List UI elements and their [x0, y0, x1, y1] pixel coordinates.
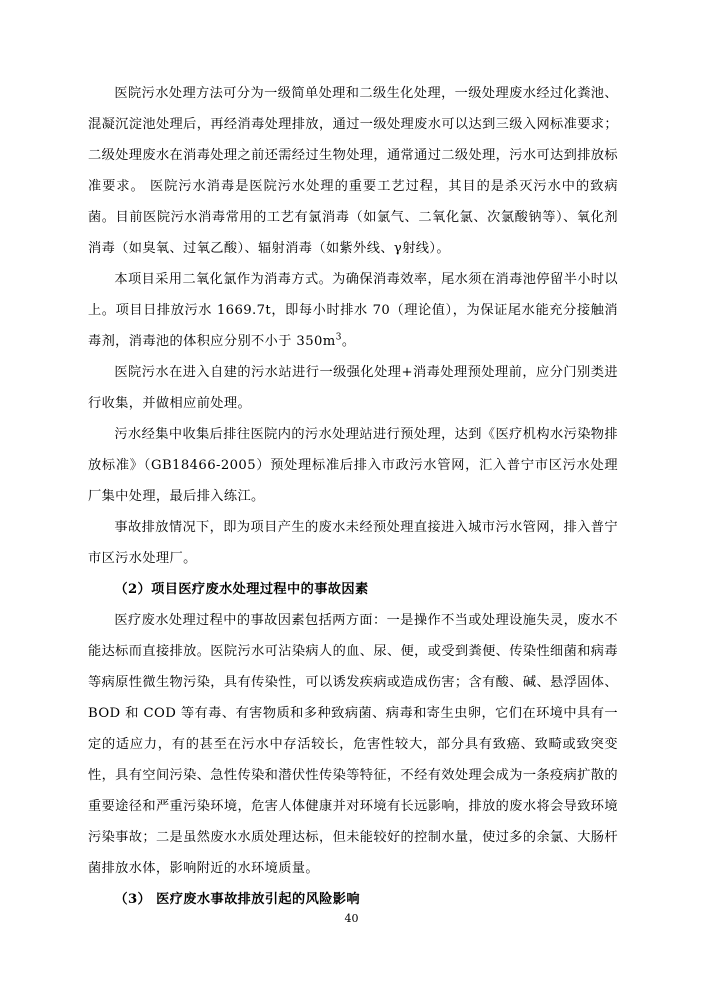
paragraph-3: 医院污水在进入自建的污水站进行一级强化处理+消毒处理预处理前，应分门别类进行收集，并做相应前处理。	[88, 365, 618, 411]
paragraph-6: 医疗废水处理过程中的事故因素包括两方面：一是操作不当或处理设施失灵，废水不能达标而直接排放。医院污水可沾染病人的血、尿、便，或受到粪便、传染性细菌和病毒等病原性微生物污染，具有传染性，可以诱发疾病或造成伤害；含有酸、碱、悬浮固体、BOD 和 COD 等有毒、有害物质和多种致病菌、病毒和寄生虫卵，它们在环境中具有一定的适应力，有的甚至在污水中存活较长，危害性较大，部分具有致癌、致畸或致突变性，具有空间污染、急性传染和潜伏性传染等特征，不经有效处理会成为一条疫病扩散的重要途径和严重污染环境，危害人体健康并对环境有长远影响，排放的废水将会导致环境污染事故；二是虽然废水水质处理达标，但未能较好的控制水量，使过多的余氯、大肠杆菌排放水体，影响附近的水环境质量。	[88, 613, 618, 876]
page-content	[88, 78, 618, 915]
paragraph-2-text-before: 本项目采用二氧化氯作为消毒方式。为确保消毒效率，尾水须在消毒池停留半小时以上。项目日排放污水 1669.7t，即每小时排水 70（理论值），为保证尾水能充分接触消毒剂，消毒池的体积应分别不小于 350m	[88, 272, 618, 349]
paragraph-5: 事故排放情况下，即为项目产生的废水未经预处理直接进入城市污水管网，排入普宁市区污水处理厂。	[88, 520, 618, 566]
page-number: 40	[344, 912, 359, 925]
paragraph-2-text-after: 。	[341, 334, 356, 349]
section-heading-3: （3） 医疗废水事故排放引起的风险影响	[114, 892, 360, 907]
section-heading-2: （2）项目医疗废水处理过程中的事故因素	[114, 582, 369, 597]
paragraph-1: 医院污水处理方法可分为一级简单处理和二级生化处理，一级处理废水经过化粪池、混凝沉淀池处理后，再经消毒处理排放，通过一级处理废水可以达到三级入网标准要求；二级处理废水在消毒处理之前还需经过生物处理，通常通过二级处理，污水可达到排放标准要求。 医院污水消毒是医院污水处理的重要工艺过程，其目的是杀灭污水中的致病菌。目前医院污水消毒常用的工艺有氯消毒（如氯气、二氧化氯、次氯酸钠等）、氧化剂消毒（如臭氧、过氧乙酸）、辐射消毒（如紫外线、γ射线）。	[88, 86, 618, 256]
paragraph-4: 污水经集中收集后排往医院内的污水处理站进行预处理，达到《医疗机构水污染物排放标准》（GB18466-2005）预处理标准后排入市政污水管网，汇入普宁市区污水处理厂集中处理，最后排入练江。	[88, 427, 618, 504]
paragraph-2-superscript: 3	[335, 332, 342, 343]
paragraph-2	[88, 264, 618, 357]
